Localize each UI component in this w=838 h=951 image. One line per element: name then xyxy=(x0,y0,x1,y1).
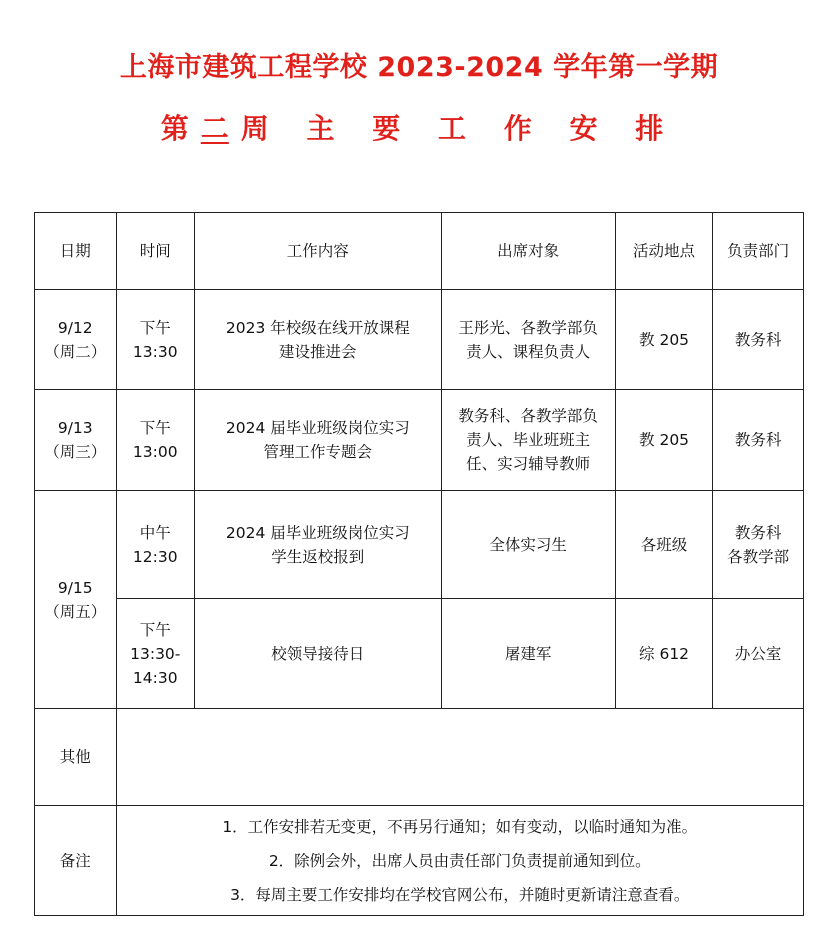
location-cell: 综 612 xyxy=(615,599,713,709)
header-attendees: 出席对象 xyxy=(441,213,615,290)
attendees-cell: 王彤光、各教学部负 责人、课程负责人 xyxy=(441,290,615,390)
attendees-cell: 屠建军 xyxy=(441,599,615,709)
header-department: 负责部门 xyxy=(713,213,804,290)
header-time: 时间 xyxy=(116,213,195,290)
table-row xyxy=(35,290,804,390)
note-item: 3．每周主要工作安排均在学校官网公布，并随时更新请注意查看。 xyxy=(230,885,690,904)
time-cell: 下午 13:00 xyxy=(116,390,195,491)
time-cell: 下午 13:30- 14:30 xyxy=(116,599,195,709)
notes-row xyxy=(35,806,804,916)
content-cell: 校领导接待日 xyxy=(195,599,442,709)
subtitle-prefix: 第 xyxy=(160,112,189,145)
attendees-cell: 教务科、各教学部负 责人、毕业班班主 任、实习辅导教师 xyxy=(441,390,615,491)
department-cell: 办公室 xyxy=(713,599,804,709)
department-cell: 教务科 各教学部 xyxy=(713,491,804,599)
other-label: 其他 xyxy=(35,709,117,806)
department-cell: 教务科 xyxy=(713,390,804,491)
time-cell: 中午 12:30 xyxy=(116,491,195,599)
schedule-table xyxy=(34,212,804,916)
department-cell: 教务科 xyxy=(713,290,804,390)
header-date: 日期 xyxy=(35,213,117,290)
table-header-row xyxy=(35,213,804,290)
location-cell: 教 205 xyxy=(615,290,713,390)
note-item: 2．除例会外，出席人员由责任部门负责提前通知到位。 xyxy=(268,851,651,870)
page-subtitle xyxy=(0,110,838,148)
notes-cell xyxy=(116,806,803,916)
other-value xyxy=(116,709,803,806)
table-row xyxy=(35,390,804,491)
notes-label: 备注 xyxy=(35,806,117,916)
table-row xyxy=(35,599,804,709)
content-cell: 2023 年校级在线开放课程 建设推进会 xyxy=(195,290,442,390)
other-row xyxy=(35,709,804,806)
time-cell: 下午 13:30 xyxy=(116,290,195,390)
subtitle-suffix: 周 主 要 工 作 安 排 xyxy=(240,112,678,145)
note-item: 1．工作安排若无变更，不再另行通知；如有变动，以临时通知为准。 xyxy=(222,817,698,836)
table-row xyxy=(35,491,804,599)
header-location: 活动地点 xyxy=(615,213,713,290)
location-cell: 各班级 xyxy=(615,491,713,599)
date-cell: 9/12 （周二） xyxy=(35,290,117,390)
content-cell: 2024 届毕业班级岗位实习 管理工作专题会 xyxy=(195,390,442,491)
attendees-cell: 全体实习生 xyxy=(441,491,615,599)
header-content: 工作内容 xyxy=(195,213,442,290)
page-title: 上海市建筑工程学校 2023-2024 学年第一学期 xyxy=(119,52,719,83)
week-number: 二 xyxy=(200,112,229,145)
date-cell: 9/13 （周三） xyxy=(35,390,117,491)
content-cell: 2024 届毕业班级岗位实习 学生返校报到 xyxy=(195,491,442,599)
location-cell: 教 205 xyxy=(615,390,713,491)
date-cell: 9/15 （周五） xyxy=(35,491,117,709)
